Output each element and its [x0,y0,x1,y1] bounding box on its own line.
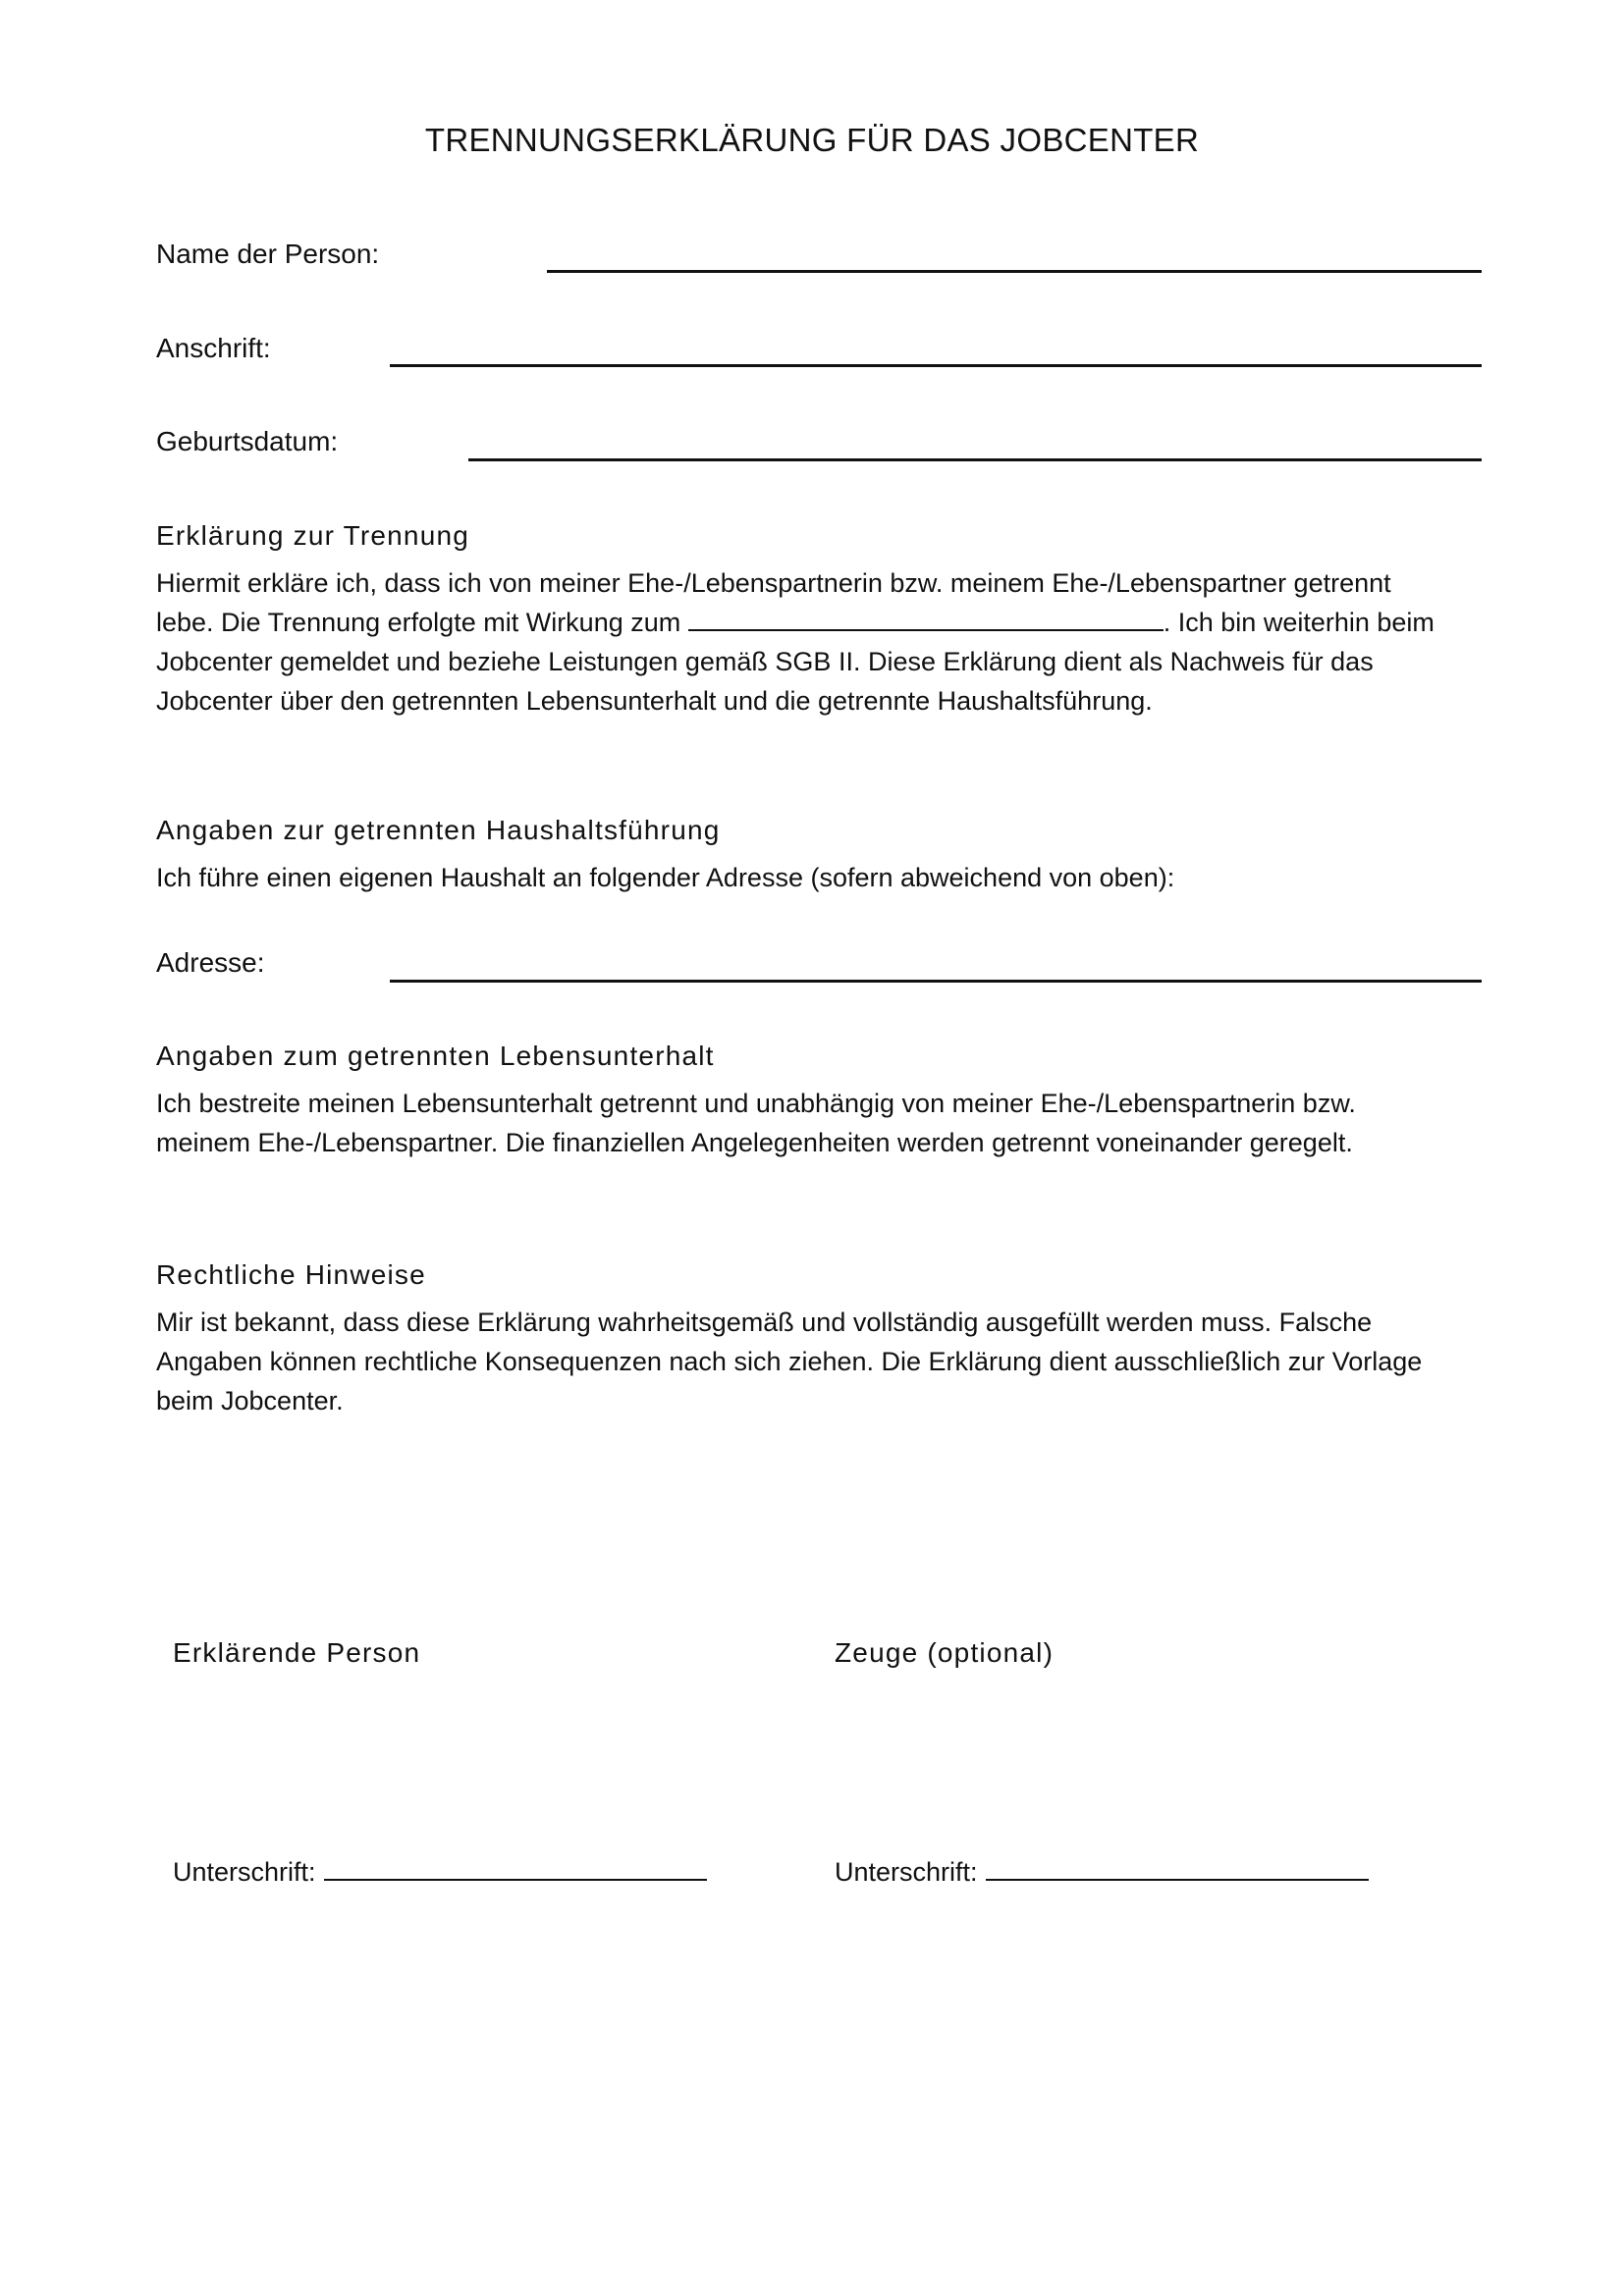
witness-signature-field[interactable] [986,1857,1369,1881]
section-heading-separation: Erklärung zur Trennung [156,520,470,551]
paragraph-line: meinem Ehe-/Lebenspartner. Die finanziellen Angelegenheiten werden getrennt voneinander geregelt. [156,1128,1353,1157]
paragraph-text: . Ich bin weiterhin beim [1163,608,1435,637]
paragraph-line: Jobcenter über den getrennten Lebensunterhalt und die getrennte Haushaltsführung. [156,686,1153,716]
paragraph-line: Ich bestreite meinen Lebensunterhalt getrennt und unabhängig von meiner Ehe-/Lebenspartnerin bzw. [156,1089,1356,1118]
livelihood-paragraph [156,1084,1491,1162]
paragraph-line: Mir ist bekannt, dass diese Erklärung wahrheitsgemäß und vollständig ausgefüllt werden muss. Falsche [156,1308,1373,1337]
paragraph-line [156,603,1491,642]
name-label: Name der Person: [156,239,380,269]
section-heading-livelihood: Angaben zum getrennten Lebensunterhalt [156,1041,715,1071]
birthdate-label: Geburtsdatum: [156,426,339,456]
declarant-signature-field[interactable] [324,1857,707,1881]
birthdate-field[interactable] [468,458,1482,461]
paragraph-line: Angaben können rechtliche Konsequenzen nach sich ziehen. Die Erklärung dient ausschließlich zur Vorlage [156,1347,1423,1376]
household-address-label: Adresse: [156,947,265,978]
legal-paragraph [156,1303,1491,1420]
household-address-field[interactable] [390,980,1482,983]
declarant-signature-label: Unterschrift: [173,1857,316,1887]
address-label: Anschrift: [156,333,271,363]
witness-heading: Zeuge (optional) [835,1637,1055,1668]
witness-signature [835,1857,1369,1888]
paragraph-line: Hiermit erkläre ich, dass ich von meiner Ehe-/Lebenspartnerin bzw. meinem Ehe-/Lebenspartner getrennt [156,568,1391,598]
paragraph-line: Jobcenter gemeldet und beziehe Leistungen gemäß SGB II. Diese Erklärung dient als Nachweis für das [156,647,1374,676]
name-field[interactable] [547,270,1482,273]
paragraph-text: lebe. Die Trennung erfolgte mit Wirkung zum [156,608,681,637]
address-field[interactable] [390,364,1482,367]
section-heading-legal: Rechtliche Hinweise [156,1259,426,1290]
separation-paragraph [156,563,1491,721]
declarant-signature [173,1857,707,1888]
witness-signature-label: Unterschrift: [835,1857,978,1887]
declarant-heading: Erklärende Person [173,1637,421,1668]
section-heading-household: Angaben zur getrennten Haushaltsführung [156,815,721,845]
paragraph-line: Ich führe einen eigenen Haushalt an folgender Adresse (sofern abweichend von oben): [156,863,1175,892]
household-paragraph [156,858,1491,897]
separation-date-field[interactable] [688,608,1164,631]
document-title: TRENNUNGSERKLÄRUNG FÜR DAS JOBCENTER [424,122,1200,158]
paragraph-line: beim Jobcenter. [156,1386,344,1415]
